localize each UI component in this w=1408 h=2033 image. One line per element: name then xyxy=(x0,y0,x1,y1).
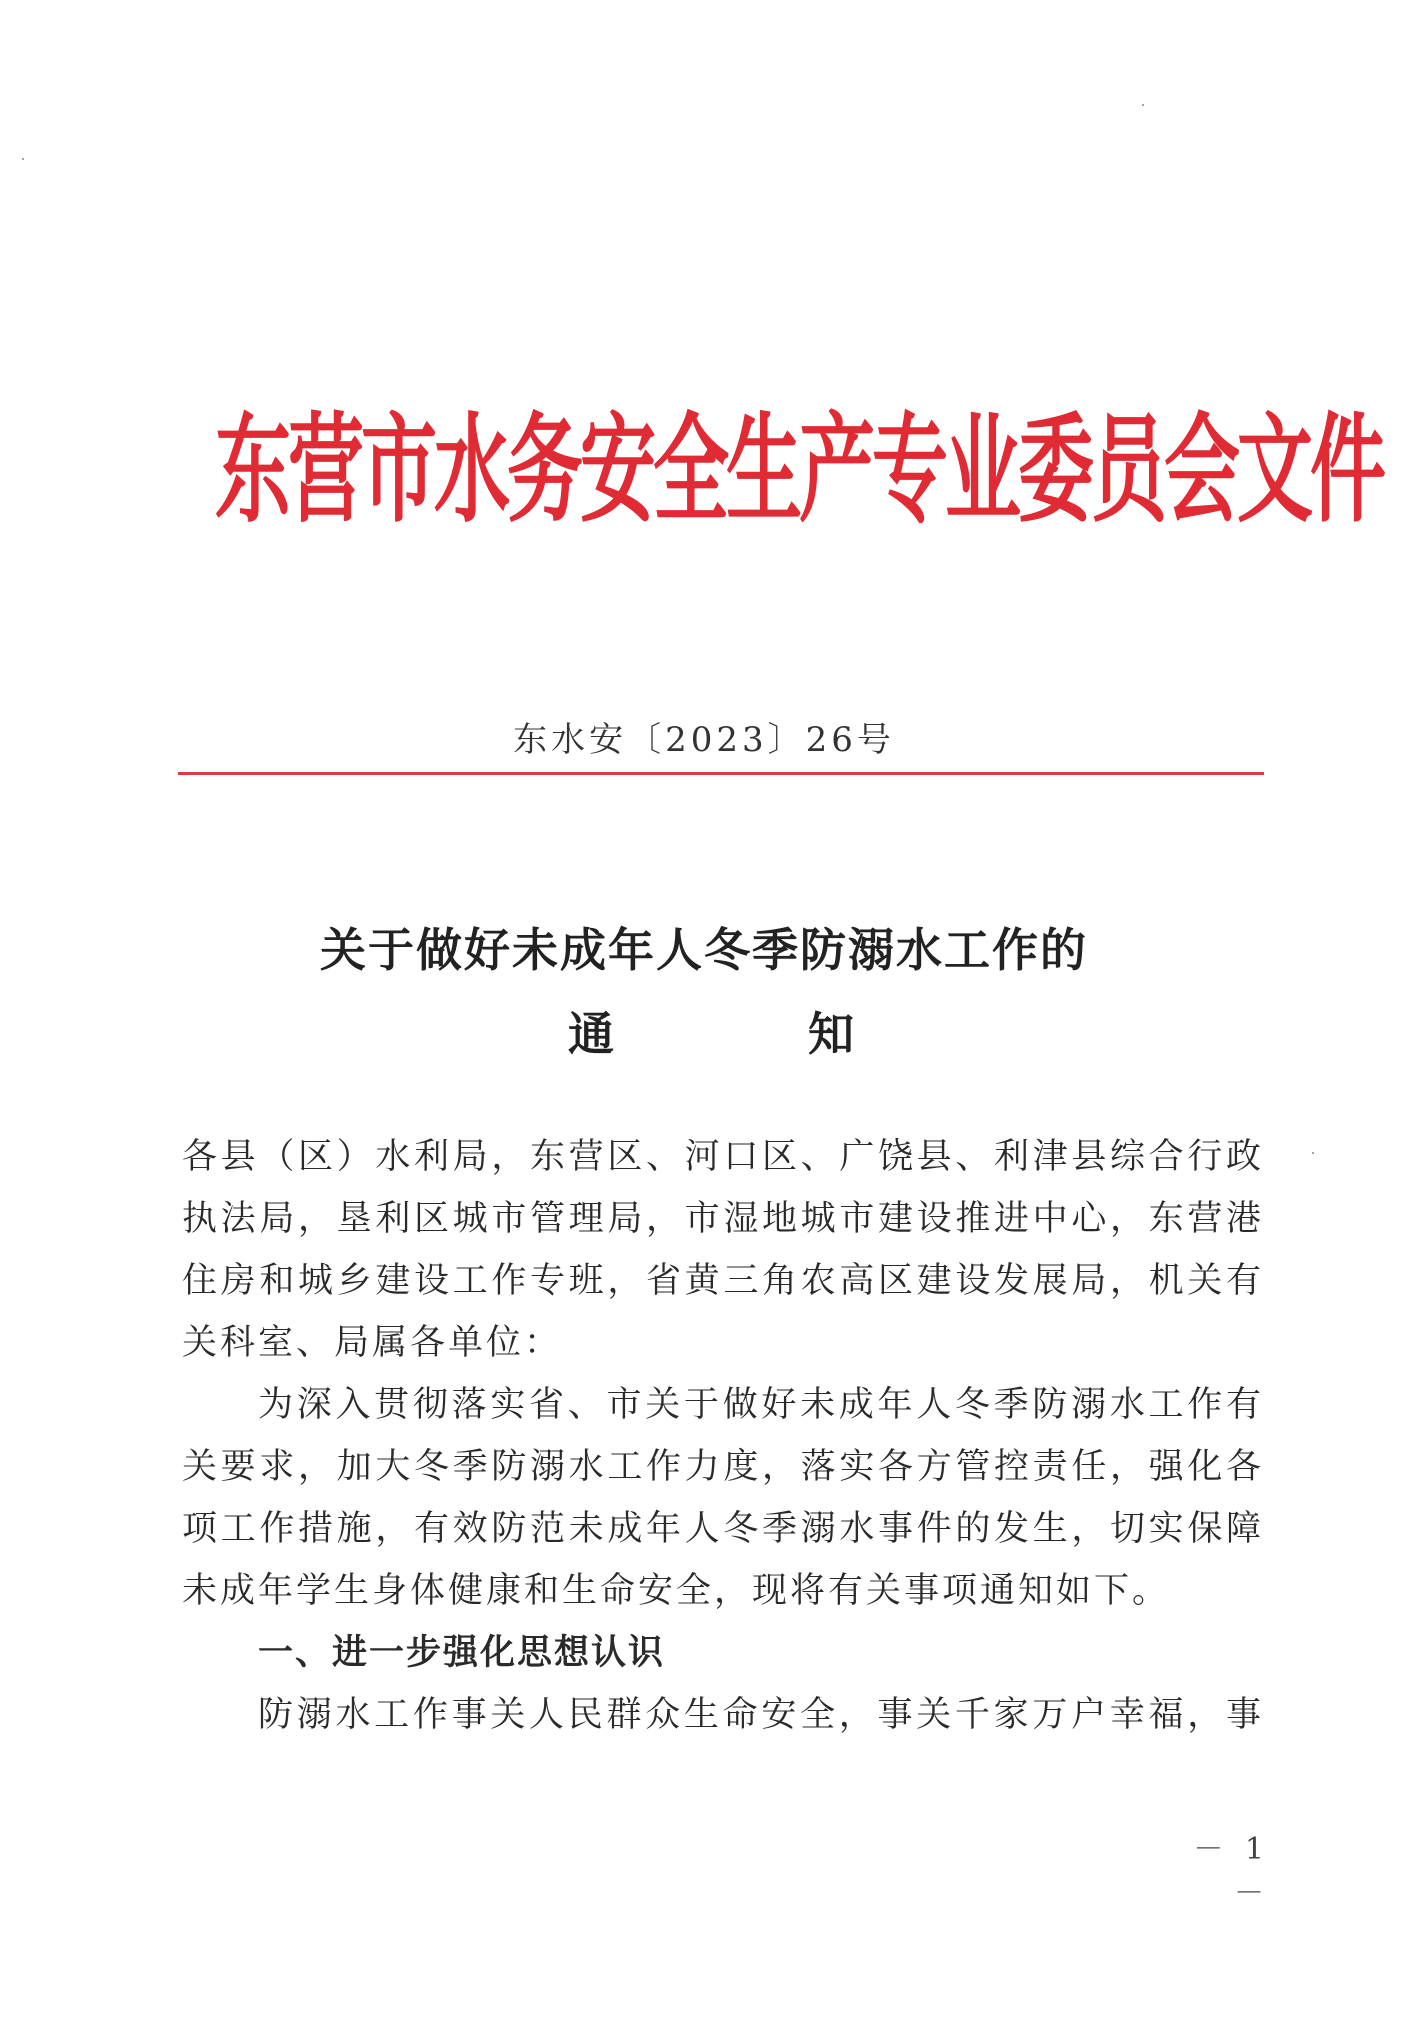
masthead-char: 员 xyxy=(1091,400,1167,539)
masthead-char: 委 xyxy=(1018,400,1094,539)
scan-speck xyxy=(22,158,24,160)
masthead-char: 业 xyxy=(945,400,1021,539)
intro-paragraph-line: 关要求，加大冬季防溺水工作力度，落实各方管控责任，强化各 xyxy=(182,1447,1264,1487)
section-heading: 一、进一步强化思想认识 xyxy=(258,1633,666,1673)
masthead-char: 安 xyxy=(580,400,656,539)
masthead-char: 产 xyxy=(799,400,875,539)
scan-speck xyxy=(1312,1152,1314,1154)
document-number: 东水安〔2023〕26号 xyxy=(513,720,895,760)
masthead-char: 件 xyxy=(1310,400,1386,539)
masthead-char: 市 xyxy=(361,400,437,539)
notice-title-line1: 关于做好未成年人冬季防溺水工作的 xyxy=(320,923,1088,977)
masthead-char: 专 xyxy=(872,400,948,539)
intro-paragraph-line: 项工作措施，有效防范未成年人冬季溺水事件的发生，切实保障 xyxy=(182,1509,1264,1549)
agency-masthead xyxy=(215,385,1386,555)
intro-paragraph-line: 为深入贯彻落实省、市关于做好未成年人冬季防溺水工作有 xyxy=(258,1385,1264,1425)
intro-paragraph-line: 未成年学生身体健康和生命安全，现将有关事项通知如下。 xyxy=(182,1571,1171,1611)
masthead-char: 全 xyxy=(653,400,729,539)
addressee-line: 住房和城乡建设工作专班，省黄三角农高区建设发展局，机关有 xyxy=(182,1261,1264,1301)
addressee-line: 关科室、局属各单位： xyxy=(182,1323,563,1363)
page-number: － 1 － xyxy=(1193,1832,1270,1911)
masthead-char: 营 xyxy=(288,400,364,539)
masthead-char: 生 xyxy=(726,400,802,539)
notice-body xyxy=(182,1126,1264,1746)
red-divider-line xyxy=(178,772,1264,775)
addressee-line: 执法局，垦利区城市管理局，市湿地城市建设推进中心，东营港 xyxy=(182,1199,1264,1239)
addressee-line: 各县（区）水利局，东营区、河口区、广饶县、利津县综合行政 xyxy=(182,1137,1264,1177)
masthead-char: 文 xyxy=(1237,400,1313,539)
notice-title-line2 xyxy=(568,998,868,1061)
notice-title-char-tong: 通 xyxy=(568,1007,614,1061)
notice-title-char-zhi: 知 xyxy=(808,1007,854,1061)
masthead-char: 会 xyxy=(1164,400,1240,539)
masthead-char: 东 xyxy=(215,400,291,539)
masthead-char: 务 xyxy=(507,400,583,539)
scan-speck xyxy=(1142,104,1144,106)
masthead-char: 水 xyxy=(434,400,510,539)
section-paragraph-line: 防溺水工作事关人民群众生命安全，事关千家万户幸福，事 xyxy=(258,1695,1264,1735)
